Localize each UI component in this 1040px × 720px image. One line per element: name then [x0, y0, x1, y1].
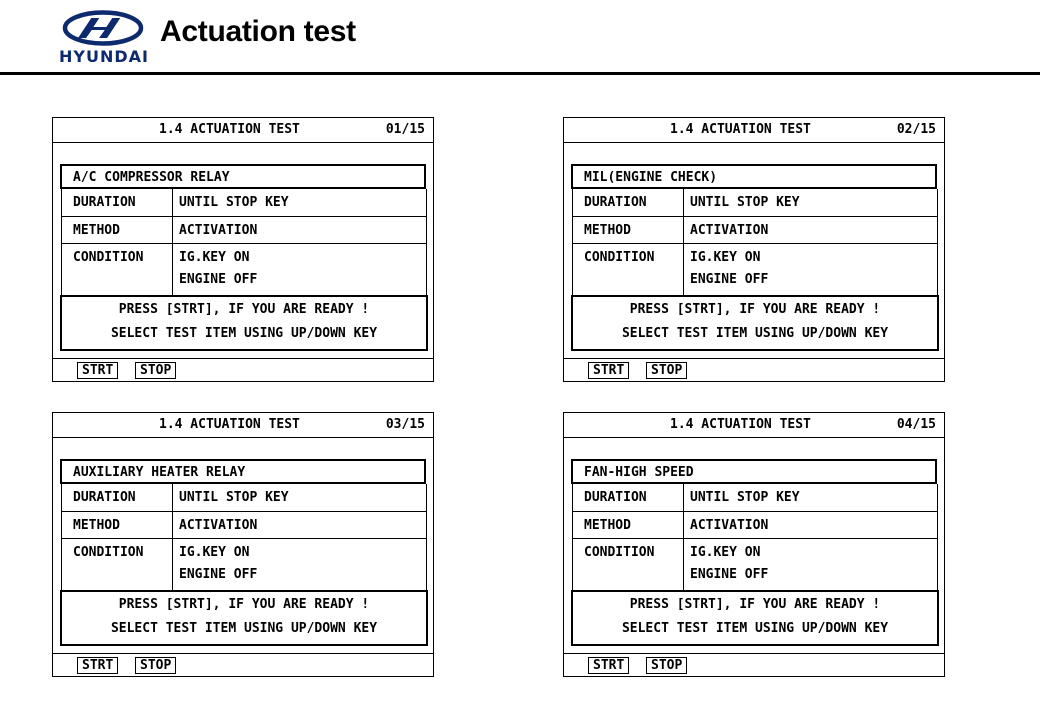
method-value: ACTIVATION: [179, 223, 258, 238]
test-item-label: AUXILIARY HEATER RELAY: [73, 465, 246, 480]
start-key[interactable]: STRT: [77, 362, 118, 379]
hyundai-logo-icon: [62, 10, 144, 46]
function-key-bar: [53, 653, 433, 677]
test-parameters: [572, 189, 938, 295]
hyundai-logo: [50, 10, 156, 64]
condition-row: [573, 539, 937, 590]
stop-key[interactable]: STOP: [135, 657, 176, 674]
instruction-message: [60, 590, 428, 646]
duration-value: UNTIL STOP KEY: [690, 195, 800, 210]
column-divider: [172, 512, 173, 538]
method-value: ACTIVATION: [179, 518, 258, 533]
condition-row: [62, 539, 426, 590]
instruction-message: [571, 590, 939, 646]
page-counter: 02/15: [896, 122, 936, 137]
test-item-name[interactable]: [571, 459, 937, 484]
test-parameters: [61, 189, 427, 295]
duration-row: [573, 484, 937, 512]
condition-label: CONDITION: [73, 250, 144, 265]
method-value: ACTIVATION: [690, 518, 769, 533]
test-item-name[interactable]: [60, 164, 426, 189]
screen-header: [53, 118, 433, 143]
condition-row: [573, 244, 937, 295]
actuation-screen-2: [563, 117, 945, 382]
duration-label: DURATION: [73, 490, 136, 505]
instruction-line-2: SELECT TEST ITEM USING UP/DOWN KEY: [110, 326, 378, 341]
instruction-message: [571, 295, 939, 351]
duration-row: [62, 484, 426, 512]
test-parameters: [572, 484, 938, 590]
condition-value-ignition: IG.KEY ON: [690, 250, 761, 265]
instruction-line-1: PRESS [STRT], IF YOU ARE READY !: [629, 302, 881, 317]
condition-value-engine: ENGINE OFF: [179, 272, 258, 287]
column-divider: [172, 217, 173, 243]
start-key[interactable]: STRT: [588, 362, 629, 379]
actuation-screen-4: [563, 412, 945, 677]
instruction-line-2: SELECT TEST ITEM USING UP/DOWN KEY: [110, 621, 378, 636]
function-key-bar: [564, 653, 944, 677]
test-item-name[interactable]: [571, 164, 937, 189]
column-divider: [683, 217, 684, 243]
test-item-label: FAN-HIGH SPEED: [584, 465, 694, 480]
condition-value-engine: ENGINE OFF: [690, 567, 769, 582]
condition-value-ignition: IG.KEY ON: [179, 545, 250, 560]
method-row: [573, 217, 937, 244]
page-counter: 01/15: [385, 122, 425, 137]
screen-title: 1.4 ACTUATION TEST: [159, 417, 300, 432]
instruction-message: [60, 295, 428, 351]
column-divider: [683, 512, 684, 538]
instruction-line-1: PRESS [STRT], IF YOU ARE READY !: [118, 597, 370, 612]
page-counter: 04/15: [896, 417, 936, 432]
duration-value: UNTIL STOP KEY: [690, 490, 800, 505]
condition-label: CONDITION: [73, 545, 144, 560]
instruction-line-2: SELECT TEST ITEM USING UP/DOWN KEY: [621, 326, 889, 341]
actuation-screen-1: [52, 117, 434, 382]
instruction-line-1: PRESS [STRT], IF YOU ARE READY !: [629, 597, 881, 612]
header-divider: [0, 72, 1040, 75]
function-key-bar: [53, 358, 433, 382]
test-parameters: [61, 484, 427, 590]
duration-value: UNTIL STOP KEY: [179, 195, 289, 210]
method-label: METHOD: [584, 223, 631, 238]
column-divider: [172, 484, 173, 511]
method-row: [573, 512, 937, 539]
method-label: METHOD: [73, 518, 120, 533]
column-divider: [683, 244, 684, 295]
screen-title: 1.4 ACTUATION TEST: [670, 122, 811, 137]
condition-value-engine: ENGINE OFF: [690, 272, 769, 287]
screen-title: 1.4 ACTUATION TEST: [159, 122, 300, 137]
duration-label: DURATION: [584, 195, 647, 210]
screen-title: 1.4 ACTUATION TEST: [670, 417, 811, 432]
page-title: Actuation test: [160, 15, 356, 48]
stop-key[interactable]: STOP: [646, 362, 687, 379]
page-counter: 03/15: [385, 417, 425, 432]
column-divider: [683, 484, 684, 511]
brand-wordmark: HYUNDAI: [59, 47, 149, 66]
start-key[interactable]: STRT: [588, 657, 629, 674]
condition-value-engine: ENGINE OFF: [179, 567, 258, 582]
column-divider: [172, 189, 173, 216]
screen-header: [564, 413, 944, 438]
column-divider: [172, 539, 173, 590]
method-label: METHOD: [584, 518, 631, 533]
condition-label: CONDITION: [584, 545, 655, 560]
duration-row: [62, 189, 426, 217]
column-divider: [172, 244, 173, 295]
method-value: ACTIVATION: [690, 223, 769, 238]
condition-row: [62, 244, 426, 295]
function-key-bar: [564, 358, 944, 382]
column-divider: [683, 539, 684, 590]
duration-row: [573, 189, 937, 217]
screen-header: [53, 413, 433, 438]
duration-label: DURATION: [584, 490, 647, 505]
column-divider: [683, 189, 684, 216]
method-label: METHOD: [73, 223, 120, 238]
duration-label: DURATION: [73, 195, 136, 210]
duration-value: UNTIL STOP KEY: [179, 490, 289, 505]
start-key[interactable]: STRT: [77, 657, 118, 674]
stop-key[interactable]: STOP: [646, 657, 687, 674]
method-row: [62, 512, 426, 539]
condition-value-ignition: IG.KEY ON: [690, 545, 761, 560]
condition-label: CONDITION: [584, 250, 655, 265]
method-row: [62, 217, 426, 244]
test-item-label: A/C COMPRESSOR RELAY: [73, 170, 230, 185]
instruction-line-1: PRESS [STRT], IF YOU ARE READY !: [118, 302, 370, 317]
actuation-screen-3: [52, 412, 434, 677]
stop-key[interactable]: STOP: [135, 362, 176, 379]
screen-header: [564, 118, 944, 143]
condition-value-ignition: IG.KEY ON: [179, 250, 250, 265]
test-item-label: MIL(ENGINE CHECK): [584, 170, 718, 185]
test-item-name[interactable]: [60, 459, 426, 484]
instruction-line-2: SELECT TEST ITEM USING UP/DOWN KEY: [621, 621, 889, 636]
